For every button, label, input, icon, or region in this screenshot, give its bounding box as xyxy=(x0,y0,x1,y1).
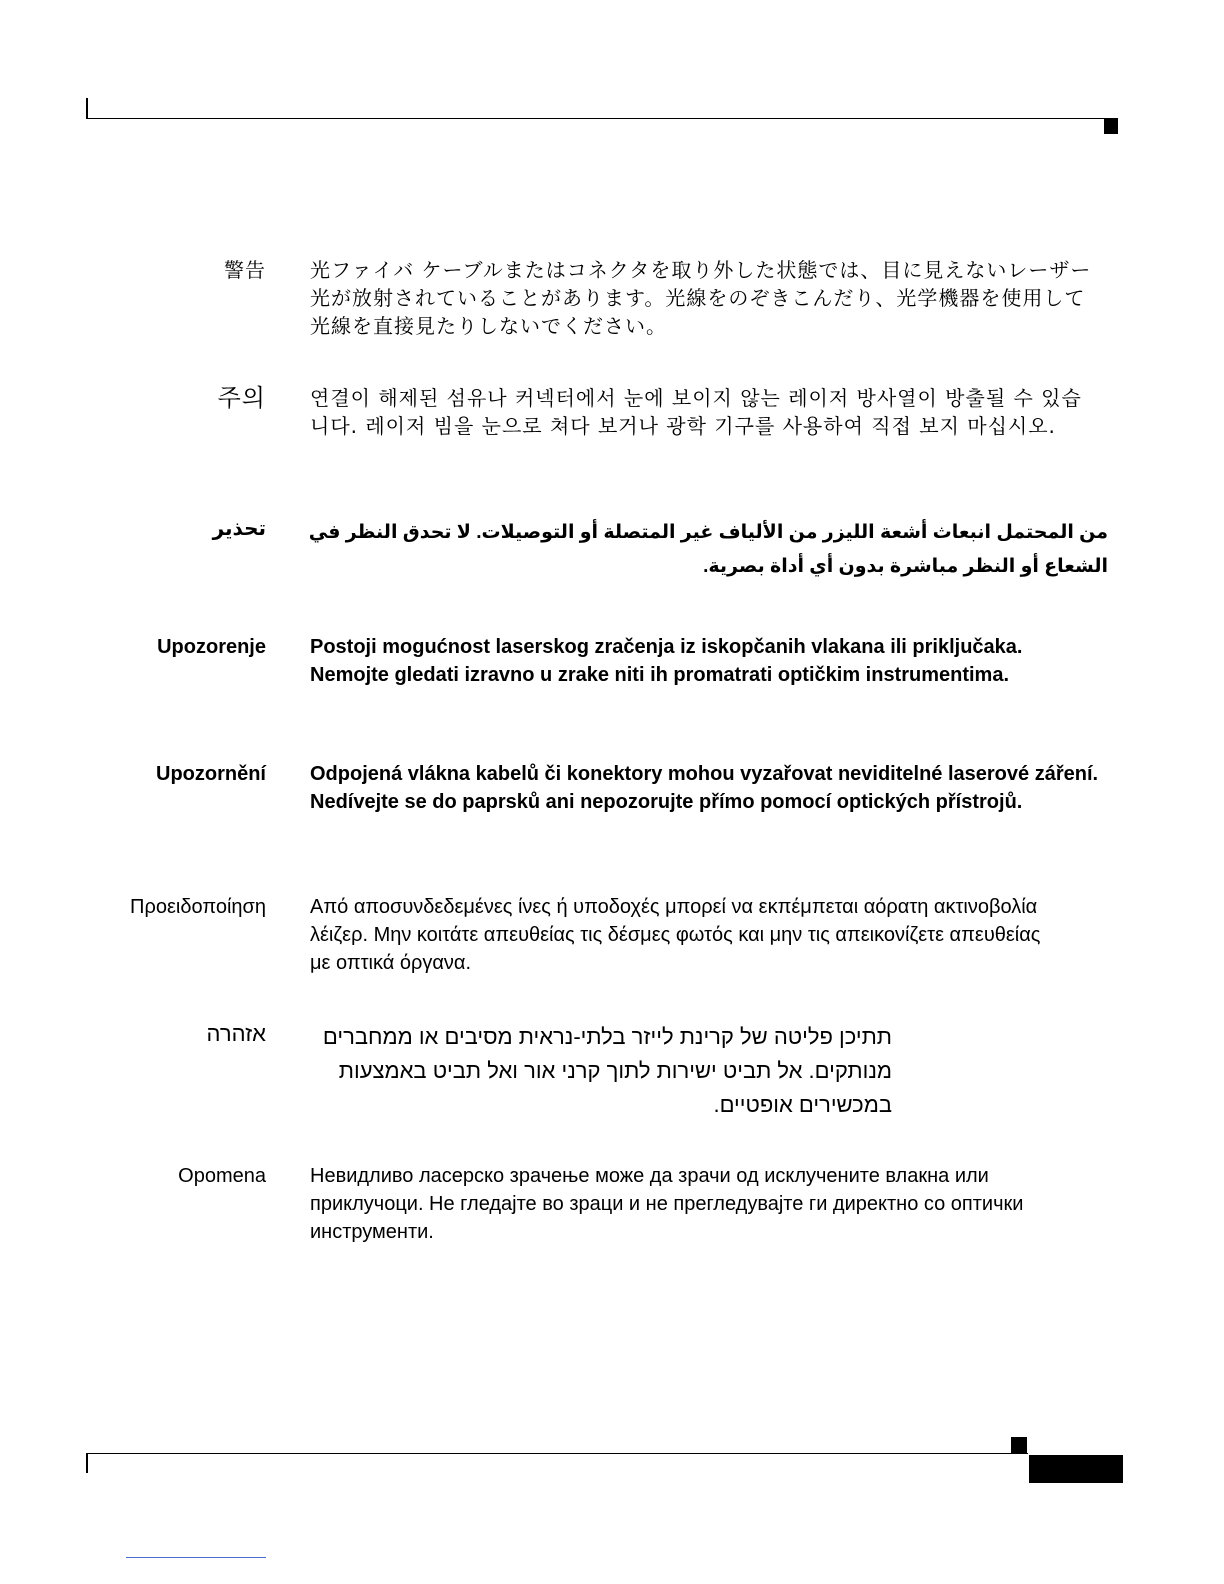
warning-label: Προειδοποίηση xyxy=(130,896,266,918)
warning-text: 연결이 해제된 섬유나 커넥터에서 눈에 보이지 않는 레이저 방사열이 방출될 수 있습니다. 레이저 빔을 눈으로 쳐다 보거나 광학 기구를 사용하여 직접 보지 마십시오. xyxy=(310,386,1082,438)
footer-rule-tick xyxy=(86,1453,88,1473)
footer-link-underline[interactable] xyxy=(126,1557,266,1558)
warning-label: Upozornění xyxy=(156,763,266,785)
header-marker xyxy=(1104,119,1118,134)
warning-text: من المحتمل انبعاث أشعة الليزر من الألياف غير المتصلة أو التوصيلات. لا تحدق النظر في الشعاع أو النظر مباشرة بدون أي أداة بصرية. xyxy=(308,522,1108,577)
footer-rule xyxy=(86,1453,1028,1454)
footer-marker xyxy=(1011,1437,1027,1453)
header-rule xyxy=(86,118,1118,119)
warning-text: Невидливо ласерско зрачење може да зрачи од исклучените влакна или приклучоци. Не гледајте во зраци и не прегледувајте ги директно со оптички инструменти. xyxy=(310,1165,1024,1243)
warning-label: אזהרה xyxy=(206,1021,266,1046)
warning-label: Upozorenje xyxy=(157,636,266,658)
footer-tab xyxy=(1029,1455,1123,1483)
warning-text: 光ファイバ ケーブルまたはコネクタを取り外した状態では、目に見えないレーザー光が放射されていることがあります。光線をのぞきこんだり、光学機器を使用して光線を直接見たりしないでください。 xyxy=(310,258,1092,338)
warning-label: 주의 xyxy=(217,384,266,412)
warning-label: تحذير xyxy=(212,518,266,540)
warning-text: Postoji mogućnost laserskog zračenja iz iskopčanih vlakana ili priključaka. Nemojte gledati izravno u zrake niti ih promatrati optičkim instrumentima. xyxy=(310,636,1023,686)
warning-text: תתיכן פליטה של קרינת לייזר בלתי-נראית מסיבים או ממחברים מנותקים. אל תביט ישירות לתוך קרני אור ואל תביט באמצעות במכשירים אופטיים. xyxy=(322,1024,892,1117)
warning-label: 警告 xyxy=(224,258,266,282)
warning-label: Opomena xyxy=(178,1165,266,1187)
header-rule-tick xyxy=(86,98,88,119)
warning-text: Από αποσυνδεδεμένες ίνες ή υποδοχές μπορεί να εκπέμπεται αόρατη ακτινοβολία λέιζερ. Μην κοιτάτε απευθείας τις δέσμες φωτός και μην τις απεικονίζετε απευθείας με οπτικά όργανα. xyxy=(310,896,1041,974)
warning-text: Odpojená vlákna kabelů či konektory mohou vyzařovat neviditelné laserové záření. Nedívejte se do paprsků ani nepozorujte přímo pomocí optických přístrojů. xyxy=(310,763,1099,813)
